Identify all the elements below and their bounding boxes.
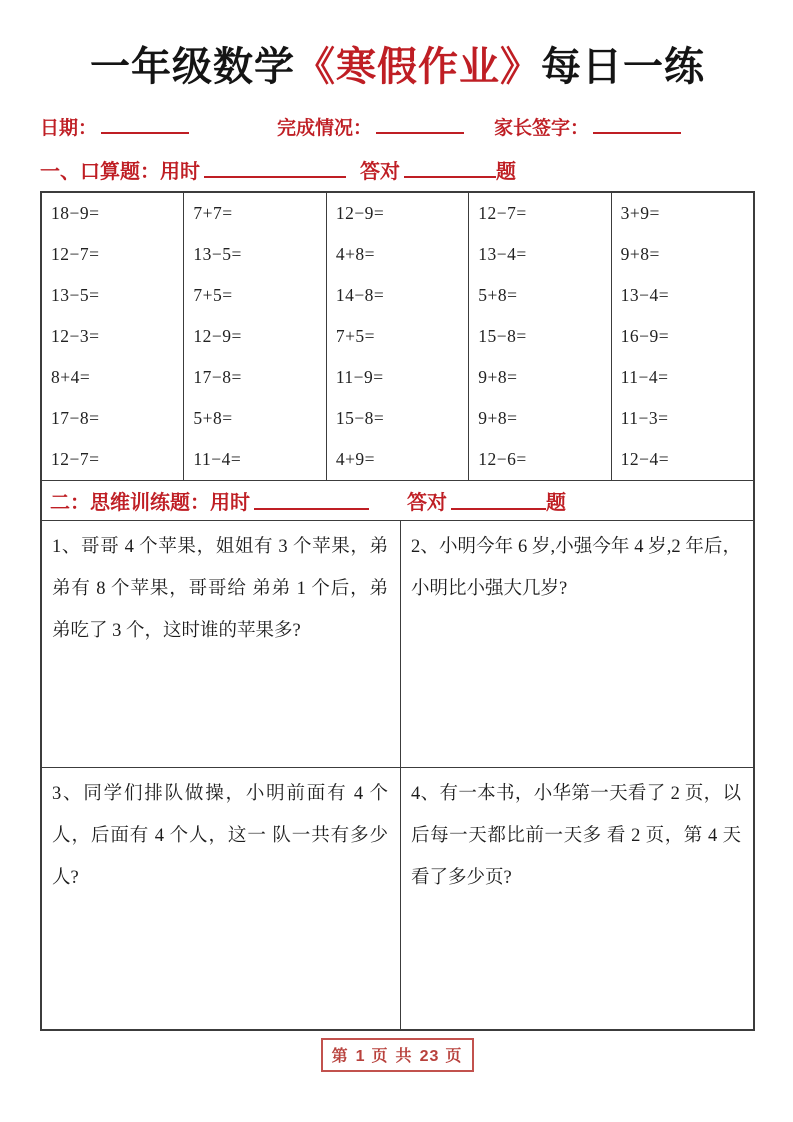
oral-problem-cell: 11−3= xyxy=(620,408,669,428)
oral-column-4 xyxy=(469,193,611,480)
oral-column-2 xyxy=(184,193,326,480)
oral-column-3 xyxy=(327,193,469,480)
section1-unit-label: 题 xyxy=(496,161,516,183)
oral-problem-cell: 7+7= xyxy=(193,203,233,223)
footer-middle: 页 共 xyxy=(371,1048,414,1065)
section1-correct-label: 答对 xyxy=(360,161,400,183)
oral-problem-cell: 12−7= xyxy=(51,449,100,469)
date-field xyxy=(40,113,189,140)
word-problem-3: 3、同学们排队做操，小明前面有 4 个人，后面有 4 个人，这一 队一共有多少人? xyxy=(42,768,401,1029)
section1-lead-label: 一、口算题：用时 xyxy=(40,161,200,183)
oral-problem-cell: 15−8= xyxy=(335,408,385,428)
oral-problem-cell: 12−7= xyxy=(478,203,527,223)
section2-lead-label: 二：思维训练题：用时 xyxy=(50,492,250,514)
oral-problem-cell: 9+8= xyxy=(478,367,518,387)
word-problems-grid xyxy=(42,521,753,1029)
oral-problem-cell: 13−5= xyxy=(51,285,100,305)
oral-problem-cell: 12−7= xyxy=(51,244,100,264)
word-problem-2: 2、小明今年 6 岁,小强今年 4 岁,2 年后，小明比小强大几岁? xyxy=(401,521,753,768)
oral-problem-cell: 7+5= xyxy=(335,326,376,346)
footer-suffix: 页 xyxy=(445,1048,464,1065)
oral-problem-cell: 13−4= xyxy=(478,244,527,264)
section1-correct-blank-line xyxy=(404,159,496,178)
completion-label: 完成情况： xyxy=(277,118,373,139)
footer-prefix: 第 xyxy=(331,1048,350,1065)
title-highlight: 《寒假作业》 xyxy=(295,44,541,89)
oral-problem-cell: 17−8= xyxy=(193,367,242,387)
oral-problem-cell: 4+8= xyxy=(335,244,376,264)
oral-problem-cell: 18−9= xyxy=(51,203,100,223)
meta-row xyxy=(40,113,755,140)
word-problem-1: 1、哥哥 4 个苹果，姐姐有 3 个苹果，弟弟有 8 个苹果，哥哥给 弟弟 1 个后，弟弟吃了 3 个，这时谁的苹果多? xyxy=(42,521,401,768)
oral-column-5 xyxy=(612,193,753,480)
oral-problem-cell: 13−4= xyxy=(620,285,670,305)
date-blank-line xyxy=(101,115,189,134)
page-footer xyxy=(40,1038,755,1072)
title-prefix: 一年级数学 xyxy=(90,44,295,89)
oral-problem-cell: 12−4= xyxy=(620,449,670,469)
section2-correct-label: 答对 xyxy=(407,492,447,514)
oral-problem-cell: 8+4= xyxy=(51,367,91,387)
current-page-number: 1 xyxy=(355,1048,366,1065)
oral-problem-cell: 15−8= xyxy=(478,326,527,346)
section1-heading xyxy=(40,155,755,184)
section2-correct-blank-line xyxy=(451,491,546,510)
oral-problem-cell: 5+8= xyxy=(193,408,233,428)
oral-problem-cell: 12−9= xyxy=(335,203,385,223)
word-problem-4: 4、有一本书，小华第一天看了 2 页，以后每一天都比前一天多 看 2 页，第 4 天看了多少页? xyxy=(411,784,741,888)
section2-time-blank-line xyxy=(254,491,369,510)
signature-label: 家长签字： xyxy=(494,118,590,139)
oral-problem-cell: 13−5= xyxy=(193,244,242,264)
date-label: 日期： xyxy=(40,118,98,139)
oral-problem-cell: 5+8= xyxy=(478,285,518,305)
signature-blank-line xyxy=(593,115,681,134)
oral-problem-cell: 4+9= xyxy=(335,449,376,469)
oral-problem-cell: 11−4= xyxy=(620,367,669,387)
page-title xyxy=(40,40,755,94)
oral-problem-cell: 17−8= xyxy=(51,408,100,428)
section1-time-blank-line xyxy=(204,159,346,178)
total-page-number: 23 xyxy=(419,1048,440,1065)
oral-problem-cell: 9+8= xyxy=(478,408,518,428)
oral-problem-cell: 9+8= xyxy=(620,244,660,264)
completion-field xyxy=(277,113,464,140)
section2-unit-label: 题 xyxy=(546,492,566,514)
oral-problem-cell: 12−9= xyxy=(193,326,242,346)
oral-problem-cell: 11−4= xyxy=(193,449,242,469)
page-number-box xyxy=(321,1038,475,1072)
oral-problems-grid xyxy=(42,193,753,480)
oral-problem-cell: 12−6= xyxy=(478,449,527,469)
oral-problem-cell: 12−3= xyxy=(51,326,100,346)
oral-column-1 xyxy=(42,193,184,480)
oral-problem-cell: 7+5= xyxy=(193,285,233,305)
section2-heading xyxy=(42,480,753,521)
oral-problem-cell: 16−9= xyxy=(620,326,670,346)
oral-problem-cell: 11−9= xyxy=(335,367,384,387)
oral-problem-cell: 14−8= xyxy=(335,285,385,305)
oral-problem-cell: 3+9= xyxy=(620,203,660,223)
signature-field xyxy=(494,113,681,140)
completion-blank-line xyxy=(376,115,464,134)
worksheet-table xyxy=(40,191,755,1031)
title-suffix: 每日一练 xyxy=(541,44,705,89)
